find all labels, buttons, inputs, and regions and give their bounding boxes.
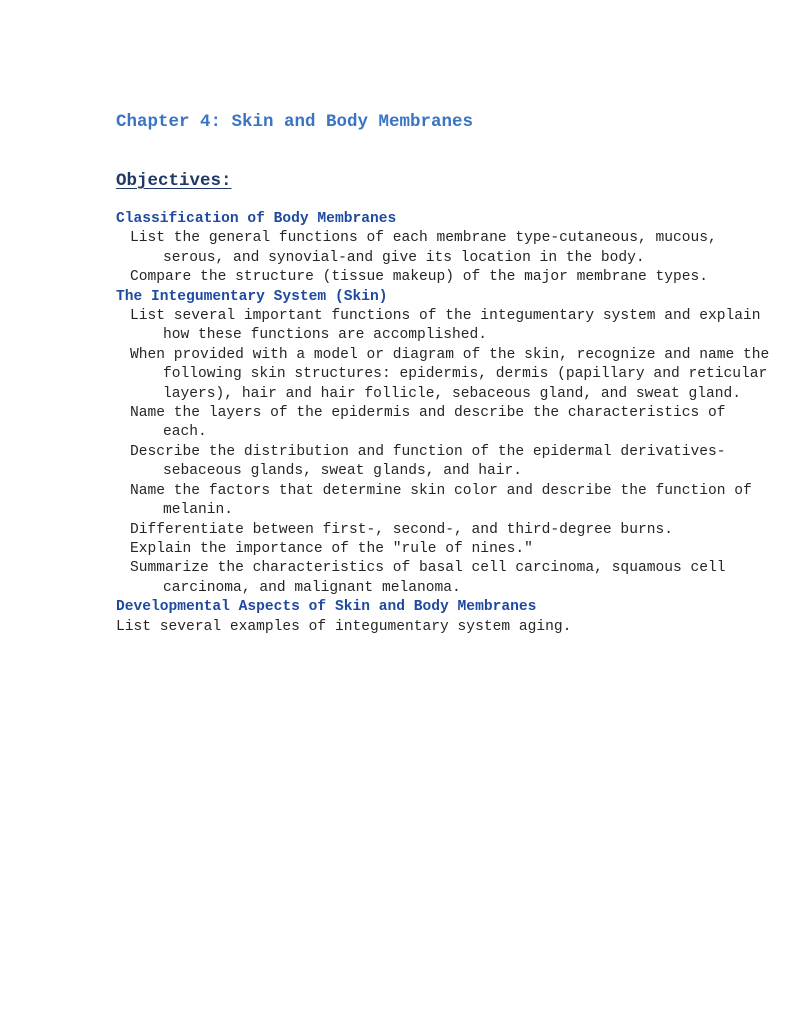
objective-item: When provided with a model or diagram of the skin, recognize and name the following skin structures: epidermis, dermis (papillary and reticular layers), hair and hair follicle, sebaceous gland, and sweat gland. [130, 346, 770, 402]
section-heading: Developmental Aspects of Skin and Body Membranes [116, 599, 537, 616]
objective-item: List several examples of integumentary system aging. [116, 618, 572, 635]
objective-item: List the general functions of each membrane type-cutaneous, mucous, serous, and synovial-and give its location in the body. [130, 230, 717, 266]
objective-item: Describe the distribution and function of the epidermal derivatives-sebaceous glands, sweat glands, and hair. [130, 443, 726, 480]
section-heading: The Integumentary System (Skin) [116, 288, 388, 305]
objectives-content [116, 210, 776, 637]
section-developmental [116, 598, 776, 637]
objective-item: Compare the structure (tissue makeup) of the major membrane types. [130, 269, 709, 286]
section-integumentary [116, 288, 776, 599]
objective-item: Name the layers of the epidermis and describe the characteristics of each. [130, 405, 726, 441]
section-heading: Classification of Body Membranes [116, 211, 397, 227]
objectives-heading: Objectives: [116, 171, 232, 191]
objective-item: List several important functions of the integumentary system and explain how these functions are accomplished. [130, 308, 761, 344]
objective-item: Differentiate between first-, second-, and third-degree burns. [130, 521, 673, 538]
section-classification [116, 210, 776, 288]
chapter-title: Chapter 4: Skin and Body Membranes [116, 112, 474, 132]
objective-item: Summarize the characteristics of basal cell carcinoma, squamous cell carcinoma, and malignant melanoma. [130, 560, 726, 596]
objective-item: Name the factors that determine skin color and describe the function of melanin. [130, 482, 752, 519]
objective-item: Explain the importance of the "rule of nines." [130, 540, 533, 557]
